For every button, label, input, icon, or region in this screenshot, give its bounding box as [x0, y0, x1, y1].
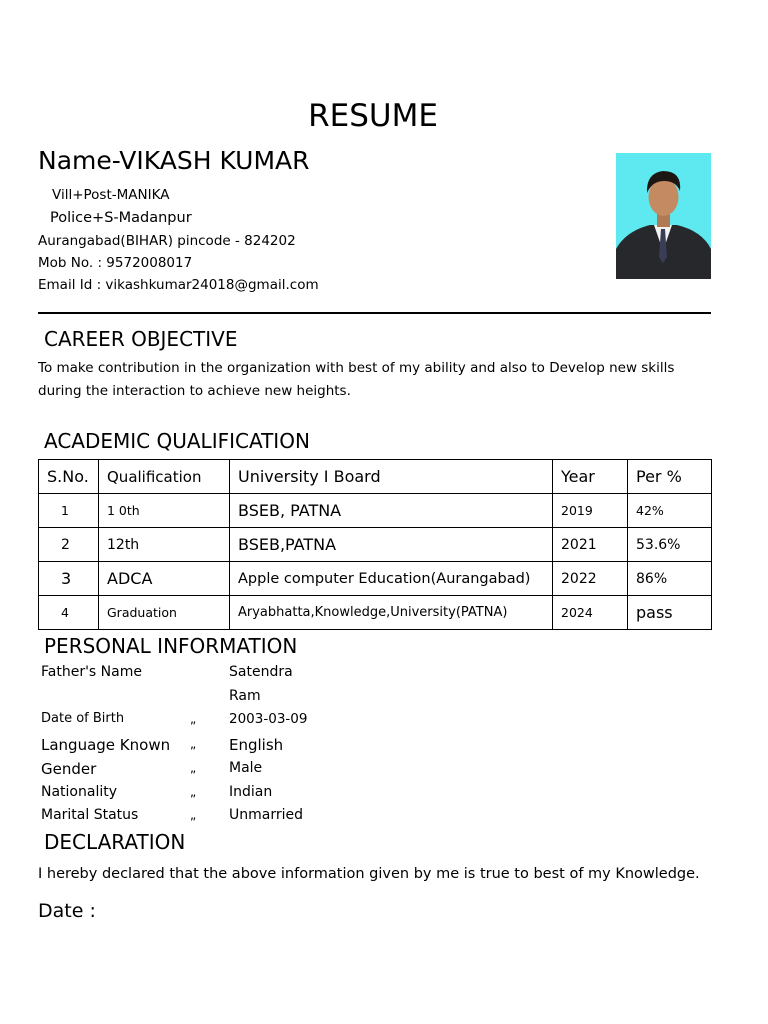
cell-year: 2019 — [553, 494, 628, 528]
declaration-text: I hereby declared that the above information given by me is true to best of my Knowledge. — [38, 866, 700, 882]
label-dob: Date of Birth — [41, 711, 125, 726]
academic-heading: ACADEMIC QUALIFICATION — [44, 429, 310, 453]
cell-board: Apple computer Education(Aurangabad) — [230, 562, 553, 596]
academic-table — [38, 459, 712, 630]
cell-percent: 86% — [628, 562, 712, 596]
value-gender: Male — [229, 760, 263, 776]
value-language: English — [229, 736, 284, 754]
cell-qualification: ADCA — [99, 562, 230, 596]
mobile-number: Mob No. : 9572008017 — [38, 255, 193, 271]
cell-sno: 4 — [39, 596, 99, 630]
value-fathers-name-line2: Ram — [229, 688, 261, 704]
table-row — [39, 596, 712, 630]
candidate-name: Name-VIKASH KUMAR — [38, 146, 310, 175]
value-nationality: Indian — [229, 784, 273, 800]
career-text: To make contribution in the organization with best of my ability and also to Develop new skills during the interaction to achieve new heights. — [38, 360, 675, 399]
cell-sno: 3 — [39, 562, 99, 596]
cell-qualification: 1 0th — [99, 494, 230, 528]
label-language: Language Known — [41, 736, 171, 754]
col-header-sno: S.No. — [39, 460, 99, 494]
separator-nationality: „ — [190, 785, 197, 799]
cell-year: 2021 — [553, 528, 628, 562]
career-heading: CAREER OBJECTIVE — [44, 327, 238, 351]
cell-board: BSEB,PATNA — [230, 528, 553, 562]
date-label: Date : — [38, 900, 96, 922]
profile-photo-icon — [616, 153, 711, 279]
cell-qualification: Graduation — [99, 596, 230, 630]
cell-year: 2024 — [553, 596, 628, 630]
label-gender: Gender — [41, 760, 97, 778]
cell-sno: 1 — [39, 494, 99, 528]
cell-percent: 53.6% — [628, 528, 712, 562]
separator-dob: „ — [190, 712, 197, 726]
col-header-qualification: Qualification — [99, 460, 230, 494]
col-header-percent: Per % — [628, 460, 712, 494]
value-fathers-name: Satendra — [229, 664, 293, 680]
table-row — [39, 562, 712, 596]
address-line-1: Vill+Post-MANIKA — [52, 187, 170, 203]
resume-title: RESUME — [308, 98, 438, 134]
table-row — [39, 528, 712, 562]
email-address: Email Id : vikashkumar24018@gmail.com — [38, 277, 319, 293]
header-divider — [38, 312, 711, 314]
cell-qualification: 12th — [99, 528, 230, 562]
cell-year: 2022 — [553, 562, 628, 596]
col-header-year: Year — [553, 460, 628, 494]
cell-board: BSEB, PATNA — [230, 494, 553, 528]
label-fathers-name: Father's Name — [41, 664, 142, 680]
separator-language: „ — [190, 737, 197, 751]
separator-gender: „ — [190, 761, 197, 775]
value-marital-status: Unmarried — [229, 807, 303, 823]
separator-marital-status: „ — [190, 808, 197, 822]
address-line-3: Aurangabad(BIHAR) pincode - 824202 — [38, 233, 296, 249]
col-header-board: University I Board — [230, 460, 553, 494]
profile-photo — [616, 153, 711, 279]
table-row — [39, 494, 712, 528]
address-line-2: Police+S-Madanpur — [50, 210, 192, 226]
label-marital-status: Marital Status — [41, 807, 139, 823]
label-nationality: Nationality — [41, 784, 118, 800]
declaration-heading: DECLARATION — [44, 830, 186, 854]
value-dob: 2003-03-09 — [229, 711, 308, 727]
cell-sno: 2 — [39, 528, 99, 562]
personal-heading: PERSONAL INFORMATION — [44, 634, 298, 658]
cell-percent: 42% — [628, 494, 712, 528]
cell-board: Aryabhatta,Knowledge,University(PATNA) — [230, 596, 553, 630]
table-header-row — [39, 460, 712, 494]
cell-percent: pass — [628, 596, 712, 630]
